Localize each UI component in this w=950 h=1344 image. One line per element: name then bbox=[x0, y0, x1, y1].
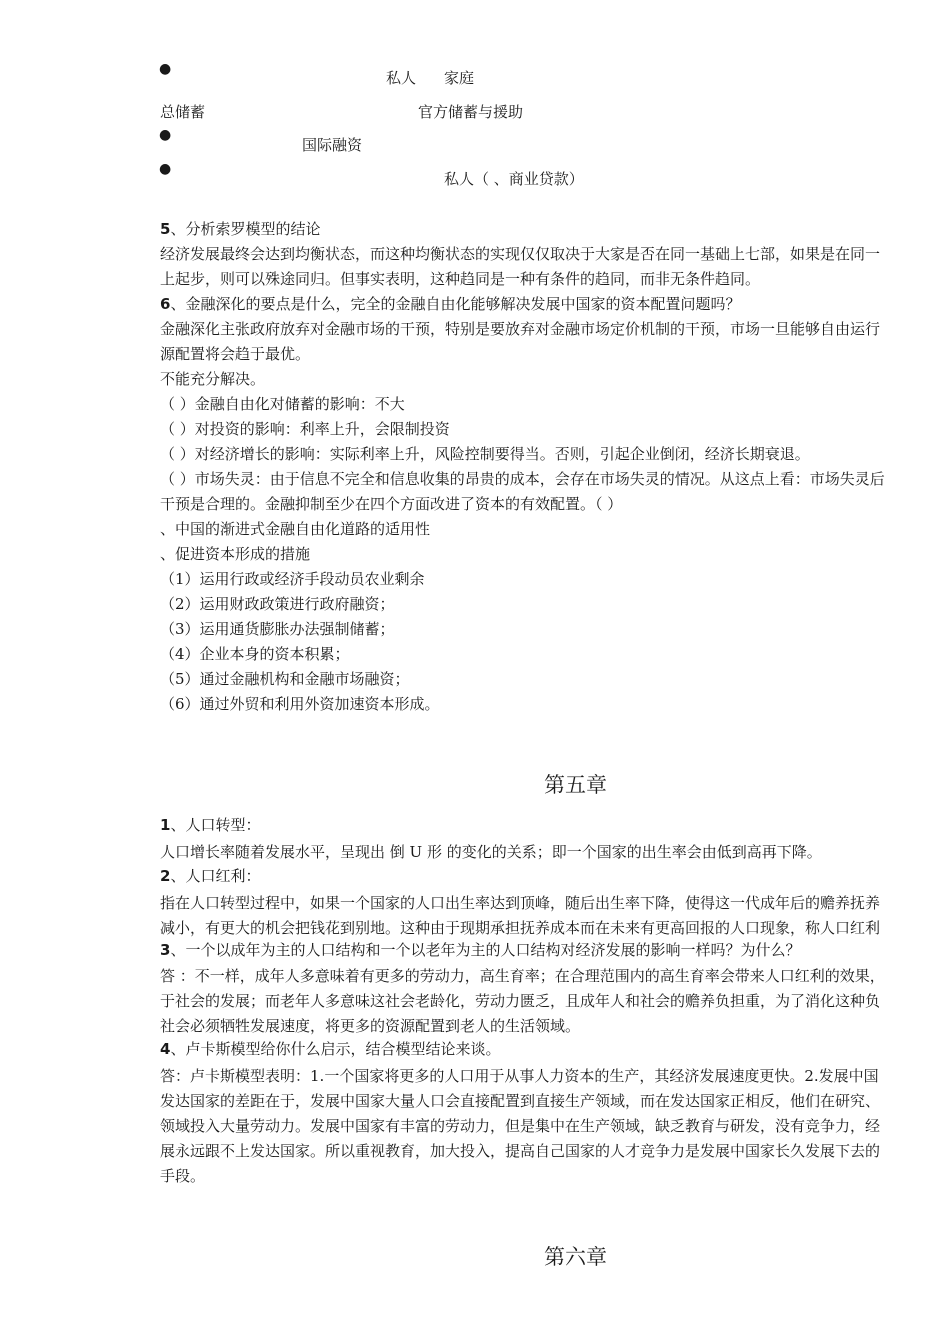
q6-line-8: 干预是合理的。金融抑制至少在四个方面改进了资本的有效配置。（ ） bbox=[160, 495, 623, 513]
q6-line-3: 不能充分解决。 bbox=[160, 370, 266, 388]
q6-line-9: 、中国的渐进式金融自由化道路的适用性 bbox=[160, 520, 431, 538]
q6-line-4: （ ）金融自由化对储蓄的影响：不大 bbox=[160, 395, 405, 413]
chapter-5-heading: 第五章 bbox=[544, 773, 607, 797]
q5-line-1: 经济发展最终会达到均衡状态，而这种均衡状态的实现仅仅取决于大家是否在同一基础上七部，如果是在同一 bbox=[160, 245, 881, 263]
measure-1: （1）运用行政或经济手段动员农业剩余 bbox=[160, 570, 425, 588]
ch5-q3-line-3: 社会必须牺牲发展速度，将更多的资源配置到老人的生活领域。 bbox=[160, 1017, 581, 1035]
ch5-q4-line-5: 手段。 bbox=[160, 1167, 206, 1185]
q6-line-1: 金融深化主张政府放弃对金融市场的干预，特别是要放弃对金融市场定价机制的干预，市场一旦能够自由运行 bbox=[160, 320, 881, 338]
measure-4: （4）企业本身的资本积累； bbox=[160, 645, 350, 663]
q6-line-2: 源配置将会趋于最优。 bbox=[160, 345, 311, 363]
measure-6: （6）通过外贸和利用外资加速资本形成。 bbox=[160, 695, 440, 713]
q6-title: 6、金融深化的要点是什么，完全的金融自由化能够解决发展中国家的资本配置问题吗？ bbox=[160, 295, 741, 313]
ch5-q3-line-1: 答 ：不一样，成年人多意味着有更多的劳动力，高生育率；在合理范围内的高生育率会带来人口红利的效果， bbox=[160, 967, 885, 985]
q6-line-10: 、促进资本形成的措施 bbox=[160, 545, 311, 563]
q6-line-7: （ ）市场失灵：由于信息不完全和信息收集的昂贵的成本，会存在市场失灵的情况。从这点上看：市场失灵后 bbox=[160, 470, 885, 488]
ch5-q1-line-1: 人口增长率随着发展水平，呈现出 倒 U 形 的变化的关系；即一个国家的出生率会由低到高再下降。 bbox=[160, 843, 822, 861]
measure-5: （5）通过金融机构和金融市场融资； bbox=[160, 670, 410, 688]
ch5-q4-title: 4、卢卡斯模型给你什么启示，结合模型结论来谈。 bbox=[160, 1040, 501, 1058]
ch5-q2-line-1: 指在人口转型过程中，如果一个国家的人口出生率达到顶峰，随后出生率下降，使得这一代成年后的赡养抚养 bbox=[160, 894, 881, 912]
measure-2: （2）运用财政政策进行政府融资； bbox=[160, 595, 395, 613]
measure-3: （3）运用通货膨胀办法强制储蓄； bbox=[160, 620, 395, 638]
q5-line-2: 上起步，则可以殊途同归。但事实表明，这种趋同是一种有条件的趋同，而非无条件趋同。 bbox=[160, 270, 761, 288]
ch5-q1-title: 1、人口转型： bbox=[160, 816, 261, 834]
ch5-q4-line-3: 领域投入大量劳动力。发展中国家有丰富的劳动力，但是集中在生产领域，缺乏教育与研发，没有竞争力，经 bbox=[160, 1117, 881, 1135]
chapter-6-heading: 第六章 bbox=[544, 1245, 607, 1269]
ch5-q4-line-4: 展永远跟不上发达国家。所以重视教育，加大投入，提高自己国家的人才竞争力是发展中国家长久发展下去的 bbox=[160, 1142, 881, 1160]
bullet-2: ● bbox=[159, 127, 172, 143]
q5-title: 5、分析索罗模型的结论 bbox=[160, 220, 321, 238]
q6-line-6: （ ）对经济增长的影响：实际利率上升，风险控制要得当。否则，引起企业倒闭，经济长期衰退。 bbox=[160, 445, 810, 463]
official-savings-label: 官方储蓄与援助 bbox=[418, 103, 524, 121]
private-label: 私人 bbox=[386, 69, 417, 87]
bullet-1: ● bbox=[159, 61, 172, 77]
household-label: 家庭 bbox=[444, 69, 475, 87]
ch5-q3-title: 3、一个以成年为主的人口结构和一个以老年为主的人口结构对经济发展的影响一样吗？为什么？ bbox=[160, 941, 801, 959]
bullet-3: ● bbox=[159, 161, 172, 177]
private-commercial-label: 私人（ 、商业贷款） bbox=[444, 170, 584, 188]
ch5-q4-line-1: 答：卢卡斯模型表明：1.一个国家将更多的人口用于从事人力资本的生产，其经济发展速度更快。2.发展中国 bbox=[160, 1067, 879, 1085]
total-savings-label: 总储蓄 bbox=[160, 103, 206, 121]
intl-financing-label: 国际融资 bbox=[302, 136, 363, 154]
q6-line-5: （ ）对投资的影响：利率上升，会限制投资 bbox=[160, 420, 450, 438]
ch5-q4-line-2: 发达国家的差距在于，发展中国家大量人口会直接配置到直接生产领域，而在发达国家正相反，他们在研究、 bbox=[160, 1092, 881, 1110]
ch5-q2-title: 2、人口红利： bbox=[160, 867, 261, 885]
ch5-q3-line-2: 于社会的发展；而老年人多意味这社会老龄化，劳动力匮乏，且成年人和社会的赡养负担重，为了消化这种负 bbox=[160, 992, 881, 1010]
ch5-q2-line-2: 减小，有更大的机会把钱花到别地。这种由于现期承担抚养成本而在未来有更高回报的人口现象，称人口红利 bbox=[160, 919, 881, 937]
